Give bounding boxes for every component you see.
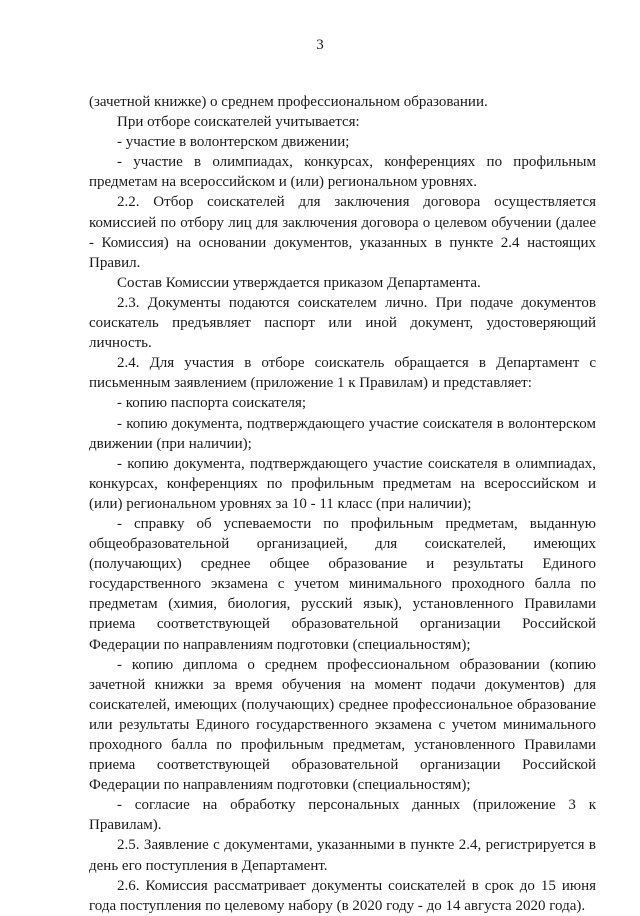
paragraph: При отборе соискателей учитывается: <box>117 114 360 131</box>
clause-2-5: 2.5. Заявление с документами, указанными в пункте 2.4, регистрируется в день его поступления в Департамент. <box>89 837 596 874</box>
clause-2-2: 2.2. Отбор соискателей для заключения договора осуществляется комиссией по отбору лиц для заключения договора о целевом обучении (далее - Комиссия) на основании документов, указанных в пункте 2.4 настоящих Правил. <box>89 194 596 271</box>
clause-2-3: 2.3. Документы подаются соискателем лично. При подаче документов соискатель предъявляет паспорт или иной документ, удостоверяющий личность. <box>89 294 596 352</box>
list-item: - участие в олимпиадах, конкурсах, конференциях по профильным предметам на всероссийском и (или) региональном уровнях. <box>89 154 596 191</box>
clause-2-4: 2.4. Для участия в отборе соискатель обращается в Департамент с письменным заявлением (приложение 1 к Правилам) и представляет: <box>89 355 596 392</box>
list-item: - согласие на обработку персональных данных (приложение 3 к Правилам). <box>89 797 596 834</box>
page-number: 3 <box>316 37 324 53</box>
list-item: - копию документа, подтверждающего участие соискателя в олимпиадах, конкурсах, конференциях по профильным предметам на всероссийском и (или) региональном уровнях за 10 - 11 класс (при наличии); <box>89 455 596 512</box>
list-item: - справку об успеваемости по профильным предметам, выданную общеобразовательной организацией, для соискателей, имеющих (получающих) среднее общее образование и результаты Единого государственного экзамена с учетом минимального проходного балла по предметам (химия, биология, русский язык), установленного Правилами приема соответствующей образовательной организации Российской Федерации по направлениям подготовки (специальностям); <box>89 515 596 653</box>
document-body <box>89 92 596 916</box>
paragraph: (зачетной книжке) о среднем профессиональном образовании. <box>89 94 488 110</box>
list-item: - копию диплома о среднем профессиональном образовании (копию зачетной книжки за время обучения на момент подачи документов) для соискателей, имеющих (получающих) среднее профессиональное образование или результаты Единого государственного экзамена с учетом минимального проходного балла по профильным предметам, установленного Правилами приема соответствующей образовательной организации Российской Федерации по направлениям подготовки (специальностям); <box>89 656 596 794</box>
list-item: - копию документа, подтверждающего участие соискателя в волонтерском движении (при наличии); <box>89 415 596 452</box>
paragraph: Состав Комиссии утверждается приказом Департамента. <box>117 274 481 291</box>
clause-2-6: 2.6. Комиссия рассматривает документы соискателей в срок до 15 июня года поступления по целевому набору (в 2020 году - до 14 августа 2020 года). <box>89 877 596 914</box>
list-item: - копию паспорта соискателя; <box>117 395 307 412</box>
list-item: - участие в волонтерском движении; <box>117 134 350 151</box>
